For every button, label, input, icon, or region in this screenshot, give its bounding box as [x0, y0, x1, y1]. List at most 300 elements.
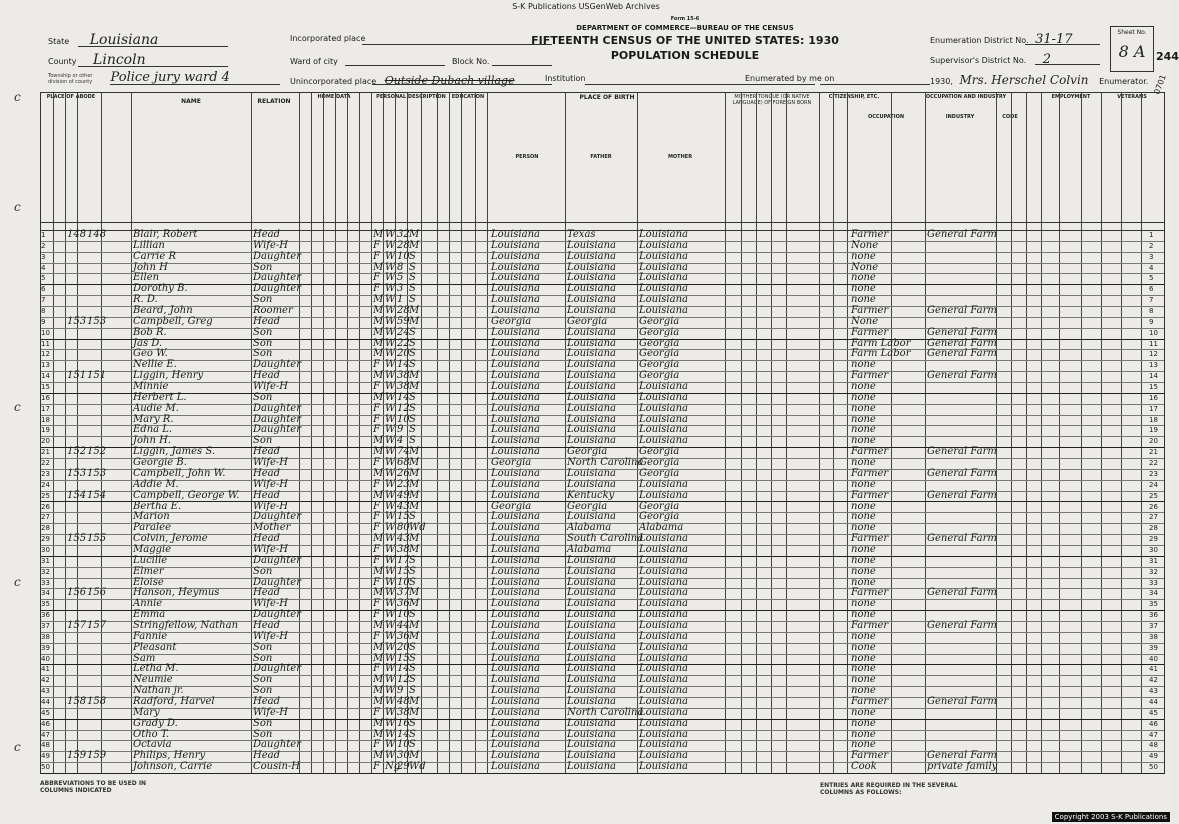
row-number: 26 — [41, 502, 50, 511]
birthplace-person: Louisiana — [491, 728, 540, 740]
marital-status: M — [409, 478, 420, 490]
race: W — [385, 652, 396, 664]
row-number-right: 2 — [1149, 241, 1154, 250]
row-number-right: 15 — [1149, 383, 1158, 392]
census-table — [40, 92, 1165, 774]
marital-status: S — [409, 641, 416, 653]
birthplace-father: Louisiana — [567, 239, 616, 251]
state-underline — [78, 46, 228, 47]
group-employment: EMPLOYMENT — [1051, 94, 1091, 100]
age: 74 — [397, 446, 410, 458]
family-number: 153 — [87, 467, 107, 479]
race: W — [385, 359, 396, 371]
occupation: Cook — [851, 761, 877, 773]
birthplace-father: Louisiana — [567, 565, 616, 577]
sex: M — [373, 587, 384, 599]
row-number-right: 38 — [1149, 632, 1158, 641]
birthplace-person: Louisiana — [491, 391, 540, 403]
relation: Mother — [253, 522, 291, 534]
birthplace-mother: Louisiana — [639, 619, 688, 631]
family-number: 153 — [87, 315, 107, 327]
row-number: 29 — [41, 535, 50, 544]
relation: Daughter — [253, 283, 301, 295]
relation: Wife-H — [253, 630, 289, 642]
birthplace-mother: Louisiana — [639, 706, 688, 718]
sex: F — [373, 663, 380, 675]
row-number-right: 13 — [1149, 361, 1158, 370]
age: 12 — [397, 674, 410, 686]
race: W — [385, 250, 396, 262]
supervisor-district-value: 2 — [1042, 52, 1052, 67]
relation: Son — [253, 391, 273, 403]
row-number: 3 — [41, 252, 46, 261]
birthplace-father: Louisiana — [567, 391, 616, 403]
enumerated-row — [745, 74, 834, 83]
relation: Head — [253, 467, 281, 479]
relation: Daughter — [253, 424, 301, 436]
row-number-right: 9 — [1149, 317, 1154, 326]
marital-status: S — [409, 294, 416, 306]
occupation: none — [851, 511, 876, 523]
marital-status: S — [409, 424, 416, 436]
ward-underline — [345, 65, 445, 66]
relation: Head — [253, 489, 281, 501]
marital-status: M — [409, 381, 420, 393]
occupation: none — [851, 576, 876, 588]
group-abode: PLACE OF ABODE — [46, 94, 96, 100]
birthplace-father: Louisiana — [567, 250, 616, 262]
marital-status: S — [409, 402, 416, 414]
marital-status: M — [409, 695, 420, 707]
dwelling-number: 153 — [67, 315, 87, 327]
birthplace-person: Louisiana — [491, 761, 540, 773]
age: 38 — [397, 706, 410, 718]
row-number: 41 — [41, 665, 50, 674]
birthplace-father: Louisiana — [567, 619, 616, 631]
age: 37 — [397, 587, 410, 599]
person-name: Elmer — [133, 565, 164, 577]
relation: Head — [253, 619, 281, 631]
sex: M — [373, 565, 384, 577]
sex: M — [373, 435, 384, 447]
block-label: Block No. — [452, 57, 490, 66]
birthplace-father: Texas — [567, 229, 596, 240]
industry: General Farm — [927, 446, 997, 458]
marital-status: S — [409, 326, 416, 338]
birthplace-mother: Georgia — [639, 315, 680, 327]
row-number: 33 — [41, 578, 50, 587]
person-name: Marion — [133, 511, 170, 523]
birthplace-father: Louisiana — [567, 435, 616, 447]
birthplace-father: Louisiana — [567, 663, 616, 675]
occupation: none — [851, 543, 876, 555]
subhead-code: CODE — [1002, 114, 1018, 120]
birthplace-father: North Carolina — [567, 706, 644, 718]
race: W — [385, 283, 396, 295]
marital-status: S — [409, 717, 416, 729]
industry: General Farm — [927, 370, 997, 382]
birthplace-person: Louisiana — [491, 706, 540, 718]
sex: M — [373, 652, 384, 664]
birthplace-person: Louisiana — [491, 272, 540, 284]
unincorporated-value: Outside Dubach village — [384, 74, 515, 87]
sex: M — [373, 446, 384, 458]
county-label: County — [48, 57, 77, 66]
relation: Son — [253, 728, 273, 740]
birthplace-father: Louisiana — [567, 261, 616, 273]
race: W — [385, 609, 396, 621]
sheet-value: 8 A — [1118, 42, 1146, 61]
birthplace-person: Louisiana — [491, 381, 540, 393]
row-number: 42 — [41, 676, 50, 685]
sex: M — [373, 326, 384, 338]
occupation: none — [851, 739, 876, 751]
birthplace-person: Louisiana — [491, 695, 540, 707]
age: 22 — [397, 337, 410, 349]
birthplace-father: Louisiana — [567, 402, 616, 414]
birthplace-mother: Louisiana — [639, 674, 688, 686]
race: W — [385, 489, 396, 501]
race: W — [385, 511, 396, 523]
sex: M — [373, 315, 384, 327]
age: 36 — [397, 630, 410, 642]
row-number-right: 5 — [1149, 274, 1154, 283]
person-name: Carrie R — [133, 250, 176, 262]
person-name: Octavia — [133, 739, 172, 751]
race: W — [385, 630, 396, 642]
occupation: Farmer — [851, 750, 889, 762]
person-name: Pleasant — [133, 641, 177, 653]
schedule-title: POPULATION SCHEDULE — [610, 49, 760, 62]
sex: F — [373, 609, 380, 621]
person-name: Edna L. — [133, 424, 173, 436]
birthplace-mother: Louisiana — [639, 565, 688, 577]
birthplace-person: Louisiana — [491, 717, 540, 729]
relation: Head — [253, 446, 281, 458]
person-name: Fannie — [133, 630, 168, 642]
age: 24 — [397, 326, 410, 338]
race: W — [385, 337, 396, 349]
relation: Head — [253, 750, 281, 762]
age: 44 — [397, 619, 410, 631]
marital-status: M — [409, 500, 420, 512]
race: W — [385, 391, 396, 403]
sex: F — [373, 359, 380, 371]
race: W — [385, 500, 396, 512]
age: 12 — [397, 402, 410, 414]
block-underline — [492, 65, 552, 66]
dwelling-number: 156 — [67, 587, 87, 599]
age: 38 — [397, 543, 410, 555]
marital-status: S — [409, 337, 416, 349]
race: W — [385, 554, 396, 566]
relation: Son — [253, 326, 273, 338]
form-number: Form 15-6 — [670, 16, 700, 22]
sex: F — [373, 739, 380, 751]
race: W — [385, 598, 396, 610]
relation: Head — [253, 533, 281, 545]
age: 28 — [397, 239, 410, 251]
birthplace-person: Louisiana — [491, 424, 540, 436]
relation: Son — [253, 641, 273, 653]
county-underline — [78, 66, 228, 67]
occupation: Farmer — [851, 370, 889, 382]
birthplace-mother: Louisiana — [639, 728, 688, 740]
birthplace-father: Louisiana — [567, 652, 616, 664]
industry: General Farm — [927, 533, 997, 545]
relation: Son — [253, 337, 273, 349]
row-number-right: 43 — [1149, 687, 1158, 696]
marital-status: M — [409, 750, 420, 762]
birthplace-father: Louisiana — [567, 761, 616, 773]
person-name: Colvin, Jerome — [133, 533, 208, 545]
birthplace-father: Louisiana — [567, 413, 616, 425]
row-number-right: 41 — [1149, 665, 1158, 674]
race: W — [385, 543, 396, 555]
race: W — [385, 674, 396, 686]
row-number: 14 — [41, 372, 50, 381]
person-name: Georgie B. — [133, 457, 187, 469]
marital-status: S — [409, 250, 416, 262]
birthplace-mother: Alabama — [639, 522, 684, 534]
family-number: 154 — [87, 489, 107, 501]
birthplace-father: Louisiana — [567, 695, 616, 707]
age: 4 — [397, 435, 404, 447]
race: W — [385, 272, 396, 284]
person-name: Maggie — [133, 543, 172, 555]
table-row — [41, 762, 1164, 773]
birthplace-father: Louisiana — [567, 641, 616, 653]
person-name: Emma — [133, 609, 166, 621]
occupation: none — [851, 250, 876, 262]
birthplace-father: Louisiana — [567, 576, 616, 588]
birthplace-mother: Louisiana — [639, 435, 688, 447]
birthplace-mother: Georgia — [639, 467, 680, 479]
birthplace-person: Louisiana — [491, 652, 540, 664]
person-name: Blair, Robert — [133, 229, 198, 240]
person-name: Beard, John — [133, 305, 193, 317]
row-number: 35 — [41, 600, 50, 609]
birthplace-mother: Louisiana — [639, 685, 688, 697]
row-number-right: 1 — [1149, 231, 1154, 239]
sheet-label: Sheet No. — [1117, 29, 1147, 36]
supervisor-district-row — [930, 52, 1051, 67]
sex: M — [373, 750, 384, 762]
township-label: Township or other division of county — [48, 72, 93, 85]
occupation: none — [851, 413, 876, 425]
dwelling-number: 159 — [67, 750, 87, 762]
page-stamp: 244 — [1156, 50, 1179, 63]
age: 23 — [397, 478, 410, 490]
person-name: Philips, Henry — [133, 750, 206, 762]
birthplace-father: Louisiana — [567, 326, 616, 338]
family-number: 156 — [87, 587, 107, 599]
sex: F — [373, 543, 380, 555]
age: 3 — [397, 283, 404, 295]
marital-status: S — [409, 728, 416, 740]
birthplace-mother: Louisiana — [639, 609, 688, 621]
row-number: 28 — [41, 524, 50, 533]
group-personal: PERSONAL DESCRIPTION — [376, 94, 446, 100]
footer-abbrev: ABBREVIATIONS TO BE USED IN COLUMNS INDICATED — [40, 780, 147, 794]
person-name: Letha M. — [133, 663, 179, 675]
occupation: none — [851, 598, 876, 610]
row-number: 8 — [41, 307, 46, 316]
marital-status: M — [409, 619, 420, 631]
birthplace-father: Louisiana — [567, 272, 616, 284]
birthplace-person: Georgia — [491, 457, 532, 469]
row-number: 31 — [41, 556, 50, 565]
group-name: NAME — [181, 98, 201, 105]
family-number: 152 — [87, 446, 107, 458]
row-number-right: 29 — [1149, 535, 1158, 544]
row-number: 18 — [41, 415, 50, 424]
dwelling-number: 152 — [67, 446, 87, 458]
person-name: Geo W. — [133, 348, 168, 360]
race: W — [385, 381, 396, 393]
birthplace-father: Louisiana — [567, 370, 616, 382]
dwelling-number: 151 — [67, 370, 87, 382]
county-value: Lincoln — [93, 52, 146, 68]
birthplace-mother: Louisiana — [639, 229, 688, 240]
age: 9 — [397, 424, 404, 436]
race: W — [385, 294, 396, 306]
group-tongue: MOTHER TONGUE (OR NATIVE LANGUAGE) OF FOREIGN BORN — [732, 94, 812, 106]
sex: M — [373, 533, 384, 545]
race: W — [385, 348, 396, 360]
birthplace-person: Louisiana — [491, 598, 540, 610]
footer-entries: ENTRIES ARE REQUIRED IN THE SEVERAL COLUMNS AS FOLLOWS: — [820, 782, 958, 796]
row-number: 45 — [41, 708, 50, 717]
birthplace-person: Louisiana — [491, 250, 540, 262]
enumerated-underline — [820, 84, 930, 85]
birthplace-person: Georgia — [491, 500, 532, 512]
race: W — [385, 533, 396, 545]
industry: General Farm — [927, 467, 997, 479]
race: W — [385, 478, 396, 490]
occupation: Farmer — [851, 446, 889, 458]
row-number: 11 — [41, 339, 50, 348]
birthplace-person: Louisiana — [491, 674, 540, 686]
birthplace-father: Louisiana — [567, 381, 616, 393]
relation: Daughter — [253, 413, 301, 425]
birthplace-father: Louisiana — [567, 739, 616, 751]
person-name: Ellen — [133, 272, 160, 284]
birthplace-father: Georgia — [567, 446, 608, 458]
birthplace-person: Louisiana — [491, 750, 540, 762]
relation: Son — [253, 685, 273, 697]
row-number-right: 12 — [1149, 350, 1158, 359]
row-number: 30 — [41, 545, 50, 554]
race: W — [385, 685, 396, 697]
birthplace-mother: Louisiana — [639, 598, 688, 610]
row-number-right: 11 — [1149, 339, 1158, 348]
race: W — [385, 424, 396, 436]
sex: F — [373, 250, 380, 262]
birthplace-mother: Louisiana — [639, 587, 688, 599]
age: 48 — [397, 695, 410, 707]
row-number: 6 — [41, 285, 46, 294]
person-name: Jas D. — [133, 337, 163, 349]
birthplace-mother: Georgia — [639, 446, 680, 458]
industry: General Farm — [927, 619, 997, 631]
race: W — [385, 413, 396, 425]
birthplace-mother: Louisiana — [639, 402, 688, 414]
group-veterans: VETERANS — [1117, 94, 1147, 100]
row-number-right: 27 — [1149, 513, 1158, 522]
row-number: 2 — [41, 241, 46, 250]
occupation: Farmer — [851, 533, 889, 545]
marital-status: S — [409, 652, 416, 664]
birthplace-mother: Louisiana — [639, 761, 688, 773]
row-number: 12 — [41, 350, 50, 359]
row-number-right: 24 — [1149, 480, 1158, 489]
margin-mark: c — [14, 200, 21, 214]
occupation: Farmer — [851, 587, 889, 599]
relation: Daughter — [253, 359, 301, 371]
year-printed: 1930, — [930, 77, 953, 86]
row-number-right: 30 — [1149, 545, 1158, 554]
marital-status: S — [409, 609, 416, 621]
marital-status: S — [409, 554, 416, 566]
birthplace-father: Louisiana — [567, 305, 616, 317]
marital-status: S — [409, 435, 416, 447]
dwelling-number: 158 — [67, 695, 87, 707]
person-name: Herbert L. — [133, 391, 187, 403]
row-number: 16 — [41, 393, 50, 402]
occupation: Farmer — [851, 467, 889, 479]
row-number-right: 17 — [1149, 404, 1158, 413]
row-number-right: 19 — [1149, 426, 1158, 435]
occupation: none — [851, 294, 876, 306]
marital-status: S — [409, 283, 416, 295]
row-number: 19 — [41, 426, 50, 435]
industry: General Farm — [927, 489, 997, 501]
row-number-right: 4 — [1149, 263, 1154, 272]
race: W — [385, 326, 396, 338]
family-number: 151 — [87, 370, 107, 382]
row-number: 13 — [41, 361, 50, 370]
row-number: 47 — [41, 730, 50, 739]
marital-status: M — [409, 239, 420, 251]
marital-status: S — [409, 511, 416, 523]
birthplace-person: Louisiana — [491, 739, 540, 751]
person-name: Hanson, Heymus — [133, 587, 220, 599]
row-number-right: 8 — [1149, 307, 1154, 316]
occupation: none — [851, 272, 876, 284]
age: 14 — [397, 391, 410, 403]
birthplace-mother: Louisiana — [639, 294, 688, 306]
race: W — [385, 261, 396, 273]
birthplace-mother: Louisiana — [639, 533, 688, 545]
row-number-right: 16 — [1149, 393, 1158, 402]
birthplace-person: Louisiana — [491, 565, 540, 577]
sex: M — [373, 294, 384, 306]
sex: F — [373, 706, 380, 718]
subhead-mother: MOTHER — [667, 154, 693, 160]
unincorporated-underline — [372, 84, 552, 85]
age: 68 — [397, 457, 410, 469]
age: 49 — [397, 489, 410, 501]
person-name: Campbell, John W. — [133, 467, 226, 479]
birthplace-person: Louisiana — [491, 229, 540, 240]
person-name: Mary R. — [133, 413, 174, 425]
birthplace-father: Louisiana — [567, 348, 616, 360]
birthplace-person: Louisiana — [491, 294, 540, 306]
age: 26 — [397, 467, 410, 479]
age: 14 — [397, 359, 410, 371]
person-name: Campbell, George W. — [133, 489, 240, 501]
